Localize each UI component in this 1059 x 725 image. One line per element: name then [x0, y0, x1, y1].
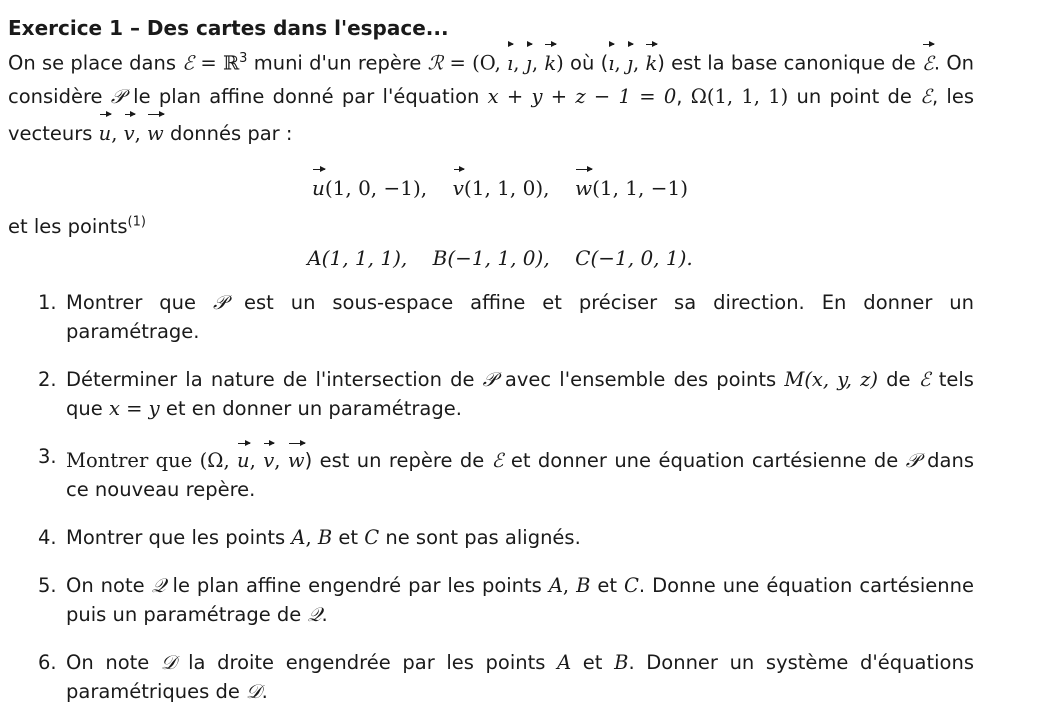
point-c: C: [624, 573, 639, 597]
comma: ,: [249, 448, 264, 472]
question-text: la droite engendrée par les points: [176, 650, 558, 674]
question-text: le plan affine engendré par les points: [165, 573, 549, 597]
question-text: avec l'ensemble des points: [496, 367, 785, 391]
question-number: 2.: [38, 367, 57, 391]
question-text: et en donner un paramétrage.: [159, 396, 462, 420]
vector-i: ı: [507, 43, 513, 80]
question-number: 5.: [38, 573, 57, 597]
point-a: A(1, 1, 1),: [307, 245, 408, 270]
question-number: 6.: [38, 650, 57, 674]
question-text: Montrer que les points: [66, 525, 292, 549]
intro-text: le plan affine donné par l'équation: [124, 84, 488, 108]
question-item: [8, 523, 974, 552]
comma: ,: [614, 51, 627, 75]
question-number: 4.: [38, 525, 57, 549]
comma: ,: [513, 51, 526, 75]
footnote-mark[interactable]: (1): [127, 214, 146, 229]
comma: ,: [274, 448, 288, 472]
intro-text: muni d'un repère: [247, 51, 428, 75]
exercise: [8, 14, 974, 725]
point-a: A: [557, 650, 572, 674]
space-symbol: ℰ: [920, 84, 932, 108]
point-b: B: [317, 525, 333, 549]
intro-paragraph: [8, 42, 974, 150]
exponent: 3: [239, 51, 248, 66]
question-item: [8, 648, 974, 706]
question-text: ) est un repère de: [304, 448, 492, 472]
question-text: tels que: [66, 367, 974, 420]
vector-w-coords: (1, 1, −1): [592, 175, 689, 200]
question-item: [8, 571, 974, 629]
frame-symbol: ℛ: [427, 51, 444, 75]
space-symbol: ℰ: [491, 448, 504, 472]
plane-symbol: 𝒫: [110, 84, 125, 108]
question-text: dans ce nouveau repère.: [66, 448, 974, 501]
intro-text: , les vecteurs: [8, 84, 975, 145]
comma: ,: [305, 525, 318, 549]
comma: ,: [531, 51, 545, 75]
vectors-display: [8, 168, 974, 204]
comma: ,: [632, 51, 646, 75]
point-b: B(−1, 1, 0),: [432, 245, 550, 270]
question-text: . Donner un système d'équations paramétriques de: [66, 650, 974, 703]
intro-text: . On considère: [8, 51, 975, 108]
frame-eq: = (O,: [443, 51, 508, 75]
point-a: A: [291, 525, 306, 549]
vector-k: k: [544, 43, 556, 80]
question-text: Montrer que: [66, 290, 213, 314]
question-item: [8, 288, 974, 346]
vector-u: u: [312, 168, 325, 204]
plane-symbol: 𝒫: [905, 448, 920, 472]
intro-text: On se place dans: [8, 51, 183, 75]
intro-text: où (: [563, 51, 609, 75]
vector-w: w: [575, 168, 592, 204]
point-c: C: [364, 525, 380, 549]
points-intro-text: et les points: [8, 214, 128, 238]
question-text: et: [590, 573, 624, 597]
plane-q-symbol: 𝒬: [151, 573, 166, 597]
comma: ,: [562, 573, 577, 597]
question-number: 3.: [38, 444, 57, 468]
question-text: et: [571, 650, 615, 674]
vector-u-coords: (1, 0, −1),: [324, 175, 428, 200]
question-text: .: [261, 679, 268, 703]
intro-text: ,: [676, 84, 691, 108]
question-number: 1.: [38, 290, 57, 314]
comma: ,: [134, 121, 148, 145]
line-d-symbol: 𝒟: [246, 679, 262, 703]
question-text: et donner une équation cartésienne de: [503, 448, 906, 472]
vector-k: k: [645, 43, 657, 80]
question-text: On note: [66, 650, 161, 674]
plane-symbol: 𝒫: [212, 290, 228, 314]
vector-i: ı: [608, 43, 614, 80]
question-text: est un sous-espace affine et préciser sa direction. En donner un paramétrage.: [66, 290, 975, 343]
plane-q-symbol: 𝒬: [307, 602, 322, 626]
space-eq: = ℝ: [194, 51, 240, 75]
intro-text: un point de: [788, 84, 921, 108]
condition-equation: x = y: [108, 396, 160, 420]
point-c: C(−1, 0, 1).: [575, 245, 693, 270]
vector-u: u: [99, 113, 112, 150]
space-symbol: ℰ: [918, 367, 931, 391]
vector-j: ȷ: [627, 43, 633, 80]
intro-text: ) est la base canonique de: [657, 51, 923, 75]
question-text: Montrer que (Ω,: [66, 448, 238, 472]
comma: ,: [111, 121, 124, 145]
question-text: . Donne une équation cartésienne puis un paramétrage de: [66, 573, 974, 626]
question-list: [8, 288, 974, 706]
plane-equation: x + y + z − 1 = 0: [487, 84, 677, 108]
question-text: Déterminer la nature de l'intersection de: [66, 367, 483, 391]
vector-w: w: [147, 113, 164, 150]
vector-v-coords: (1, 1, 0),: [463, 175, 550, 200]
vector-space-symbol: ℰ: [922, 43, 934, 80]
vector-u: u: [237, 442, 250, 475]
question-text: et: [332, 525, 365, 549]
question-item: [8, 442, 974, 504]
vector-w: w: [288, 442, 305, 475]
vector-j: ȷ: [526, 43, 532, 80]
exercise-title: Exercice 1 – Des cartes dans l'espace...: [8, 16, 449, 40]
plane-symbol: 𝒫: [482, 367, 497, 391]
point-b: B: [576, 573, 591, 597]
point-b: B: [614, 650, 629, 674]
space-symbol: ℰ: [182, 51, 195, 75]
close-paren: ): [556, 51, 564, 75]
vector-v: v: [124, 113, 135, 150]
point-a: A: [548, 573, 563, 597]
question-item: [8, 365, 974, 423]
line-d-symbol: 𝒟: [160, 650, 177, 674]
question-text: de: [878, 367, 919, 391]
points-display: [8, 242, 974, 274]
intro-text: donnés par :: [163, 121, 293, 145]
vector-v: v: [453, 168, 464, 204]
point-m: M(x, y, z): [784, 367, 878, 391]
question-text: .: [321, 602, 328, 626]
question-text: On note: [66, 573, 152, 597]
vector-v: v: [263, 442, 274, 475]
omega-point: Ω(1, 1, 1): [690, 84, 789, 108]
question-text: ne sont pas alignés.: [379, 525, 581, 549]
points-intro: [8, 212, 974, 242]
